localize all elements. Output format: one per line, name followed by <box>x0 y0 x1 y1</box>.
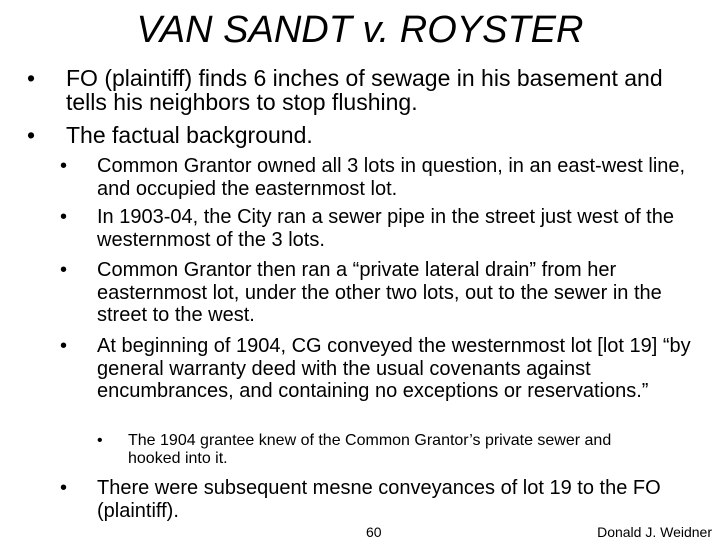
bullet-marker: • <box>60 259 68 281</box>
bullet-marker: • <box>97 432 103 449</box>
bullet-factual-background: The factual background. <box>66 122 313 148</box>
bullet-common-grantor-owned: Common Grantor owned all 3 lots in question, in an east-west line, and occupied the easternmost lot. <box>97 155 686 200</box>
footer-author: Donald J. Weidner <box>597 524 712 540</box>
bullet-warranty-deed-conveyance: At beginning of 1904, CG conveyed the westernmost lot [lot 19] “by general warranty deed with the usual covenants against encumbrances, and containing no exceptions or reservations.” <box>97 335 691 402</box>
bullet-marker: • <box>60 206 68 228</box>
slide-title: VAN SANDT v. ROYSTER <box>136 9 584 51</box>
bullet-marker: • <box>60 155 68 177</box>
bullet-private-lateral-drain: Common Grantor then ran a “private lateral drain” from her easternmost lot, under the other two lots, out to the sewer in the street to the west. <box>97 259 662 326</box>
bullet-marker: • <box>27 65 36 91</box>
page-number: 60 <box>366 524 382 540</box>
bullet-marker: • <box>60 335 68 357</box>
bullet-city-sewer-pipe: In 1903-04, the City ran a sewer pipe in the street just west of the westernmost of the 3 lots. <box>97 206 674 251</box>
bullet-marker: • <box>60 477 68 499</box>
bullet-marker: • <box>27 122 36 148</box>
bullet-grantee-knew-of-sewer: The 1904 grantee knew of the Common Grantor’s private sewer and hooked into it. <box>128 432 612 467</box>
bullet-plaintiff-finds-sewage: FO (plaintiff) finds 6 inches of sewage in his basement and tells his neighbors to stop flushing. <box>66 65 663 115</box>
bullet-mesne-conveyances: There were subsequent mesne conveyances of lot 19 to the FO (plaintiff). <box>97 477 661 522</box>
